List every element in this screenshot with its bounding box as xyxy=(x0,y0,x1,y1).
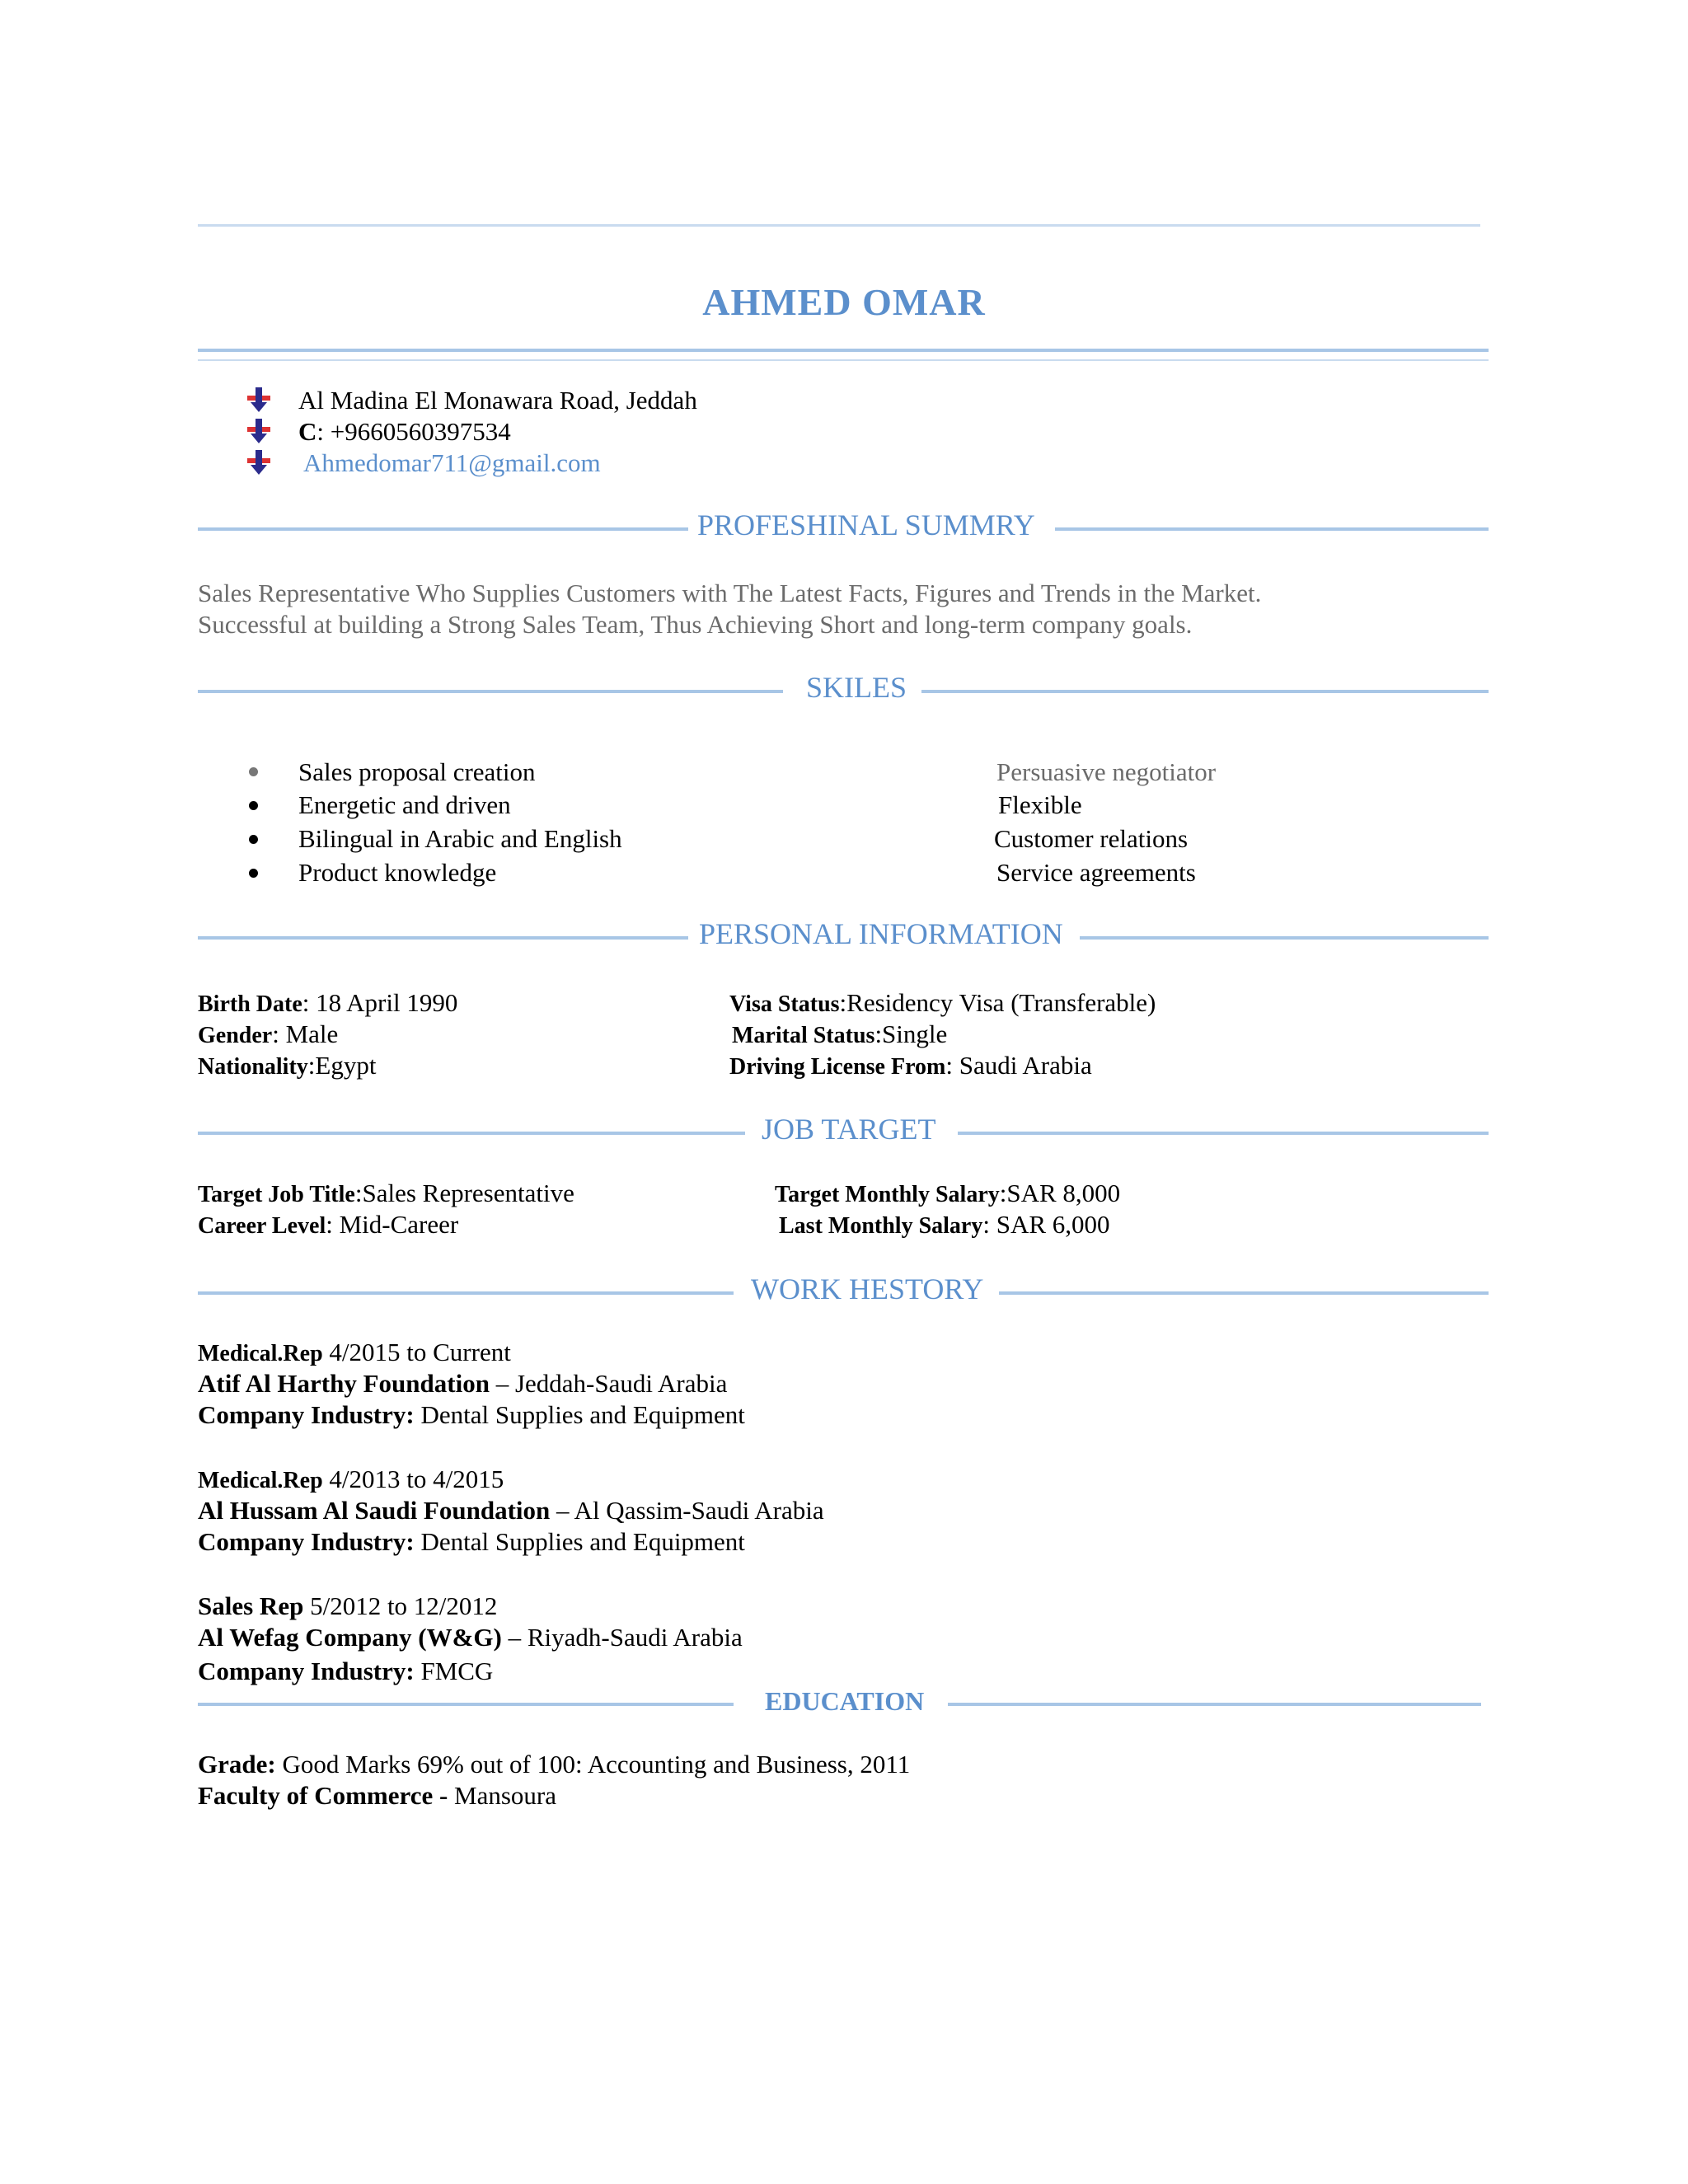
faculty-value: Mansoura xyxy=(448,1781,557,1810)
summary-divider-right xyxy=(1055,527,1489,531)
license-label: Driving License From xyxy=(729,1054,946,1080)
job-3-industry-value: FMCG xyxy=(414,1657,494,1685)
nationality-label: Nationality xyxy=(198,1054,308,1080)
birth-value: : 18 April 1990 xyxy=(302,988,458,1017)
skills-heading: SKILES xyxy=(806,671,907,704)
summary-line-2: Successful at building a Strong Sales Team, Thus Achieving Short and long-term company goals. xyxy=(198,610,1193,639)
job-3-company xyxy=(198,1622,743,1653)
personal-heading: PERSONAL INFORMATION xyxy=(699,917,1063,950)
job-2-role-title: Medical.Rep xyxy=(198,1468,323,1493)
education-grade xyxy=(198,1749,910,1780)
name-divider-secondary xyxy=(198,359,1489,361)
job-target-divider-left xyxy=(198,1132,745,1135)
job-target-heading: JOB TARGET xyxy=(762,1113,936,1146)
job-3-dates: 5/2012 to 12/2012 xyxy=(303,1591,498,1620)
job-3-industry-label: Company Industry: xyxy=(198,1657,415,1685)
job-1-dates: 4/2015 to Current xyxy=(322,1338,511,1366)
job-1-role-title: Medical.Rep xyxy=(198,1341,323,1366)
skill-right-2: Flexible xyxy=(998,790,1082,819)
job-2-industry-value: Dental Supplies and Equipment xyxy=(414,1527,745,1556)
personal-divider-right xyxy=(1080,936,1489,940)
target-salary-value: :SAR 8,000 xyxy=(999,1179,1121,1207)
job-1-industry xyxy=(198,1399,745,1431)
skill-right-4: Service agreements xyxy=(996,858,1196,887)
summary-divider-left xyxy=(198,527,688,531)
visa-label: Visa Status xyxy=(729,991,840,1017)
target-salary-label: Target Monthly Salary xyxy=(775,1182,1000,1207)
list-bullet xyxy=(249,869,258,878)
job-2-company xyxy=(198,1495,824,1526)
last-monthly-salary xyxy=(779,1209,1110,1242)
career-level xyxy=(198,1209,458,1242)
summary-heading: PROFESHINAL SUMMRY xyxy=(697,509,1035,541)
job-2-location: – Al Qassim-Saudi Arabia xyxy=(550,1496,824,1525)
birth-label: Birth Date xyxy=(198,991,302,1017)
contact-email-link[interactable]: Ahmedomar711@gmail.com xyxy=(303,448,601,477)
arrow-bullet-icon xyxy=(247,387,270,412)
grade-value: Good Marks 69% out of 100: Accounting and Business, 2011 xyxy=(275,1750,911,1779)
job-3-role-title: Sales Rep xyxy=(198,1591,304,1620)
career-level-label: Career Level xyxy=(198,1213,326,1239)
marital-label: Marital Status xyxy=(732,1023,875,1048)
skill-left-1: Sales proposal creation xyxy=(298,757,536,786)
job-3-role xyxy=(198,1591,497,1622)
driving-license xyxy=(729,1050,1092,1083)
target-monthly-salary xyxy=(775,1178,1120,1211)
skills-divider-right xyxy=(921,690,1489,693)
phone-value: : +9660560397534 xyxy=(316,417,511,446)
education-divider-left xyxy=(198,1703,734,1706)
job-1-company-name: Atif Al Harthy Foundation xyxy=(198,1369,490,1398)
skill-left-4: Product knowledge xyxy=(298,858,497,887)
top-divider xyxy=(198,224,1480,227)
gender-value: : Male xyxy=(272,1019,339,1048)
candidate-name: AHMED OMAR xyxy=(702,281,986,323)
skill-right-1: Persuasive negotiator xyxy=(996,757,1217,786)
career-level-value: : Mid-Career xyxy=(326,1210,459,1239)
nationality-value: :Egypt xyxy=(307,1051,377,1080)
skill-left-2: Energetic and driven xyxy=(298,790,511,819)
nationality xyxy=(198,1050,376,1083)
phone-label: C xyxy=(298,417,317,446)
list-bullet xyxy=(249,801,258,810)
work-divider-right xyxy=(999,1291,1489,1295)
contact-address: Al Madina El Monawara Road, Jeddah xyxy=(298,386,697,415)
license-value: : Saudi Arabia xyxy=(945,1051,1092,1080)
job-2-dates: 4/2013 to 4/2015 xyxy=(322,1465,504,1493)
gender xyxy=(198,1019,338,1052)
target-job-title xyxy=(198,1178,574,1211)
marital-value: :Single xyxy=(874,1019,948,1048)
job-3-company-name: Al Wefag Company (W&G) xyxy=(198,1623,502,1652)
skills-divider-left xyxy=(198,690,783,693)
job-1-industry-value: Dental Supplies and Equipment xyxy=(414,1400,745,1429)
arrow-bullet-icon xyxy=(247,450,270,475)
education-faculty xyxy=(198,1780,556,1811)
job-1-company xyxy=(198,1368,727,1399)
marital-status xyxy=(732,1019,947,1052)
job-1-industry-label: Company Industry: xyxy=(198,1400,415,1429)
job-2-company-name: Al Hussam Al Saudi Foundation xyxy=(198,1496,551,1525)
target-title-label: Target Job Title xyxy=(198,1182,355,1207)
faculty-label: Faculty of Commerce - xyxy=(198,1781,448,1810)
contact-phone xyxy=(298,416,511,448)
arrow-bullet-icon xyxy=(247,419,270,443)
job-2-industry-label: Company Industry: xyxy=(198,1527,415,1556)
gender-label: Gender xyxy=(198,1023,273,1048)
last-salary-label: Last Monthly Salary xyxy=(779,1213,983,1239)
work-heading: WORK HESTORY xyxy=(751,1272,984,1305)
job-1-role xyxy=(198,1337,511,1370)
job-3-industry xyxy=(198,1656,493,1687)
visa-status xyxy=(729,987,1156,1020)
last-salary-value: : SAR 6,000 xyxy=(982,1210,1110,1239)
work-divider-left xyxy=(198,1291,734,1295)
job-2-role xyxy=(198,1464,504,1497)
job-target-divider-right xyxy=(958,1132,1489,1135)
skill-right-3: Customer relations xyxy=(994,824,1189,853)
visa-value: :Residency Visa (Transferable) xyxy=(839,988,1156,1017)
birth-date xyxy=(198,987,457,1020)
personal-divider-left xyxy=(198,936,688,940)
job-3-location: – Riyadh-Saudi Arabia xyxy=(501,1623,743,1652)
job-2-industry xyxy=(198,1526,745,1558)
list-bullet xyxy=(249,835,258,844)
education-divider-right xyxy=(948,1703,1481,1706)
name-divider xyxy=(198,349,1489,352)
job-1-location: – Jeddah-Saudi Arabia xyxy=(489,1369,728,1398)
skill-left-3: Bilingual in Arabic and English xyxy=(298,824,622,853)
grade-label: Grade: xyxy=(198,1750,276,1779)
list-bullet xyxy=(249,767,258,776)
summary-line-1: Sales Representative Who Supplies Customers with The Latest Facts, Figures and Trends in the Market. xyxy=(198,579,1262,607)
target-title-value: :Sales Representative xyxy=(354,1179,574,1207)
education-heading: EDUCATION xyxy=(765,1686,925,1716)
